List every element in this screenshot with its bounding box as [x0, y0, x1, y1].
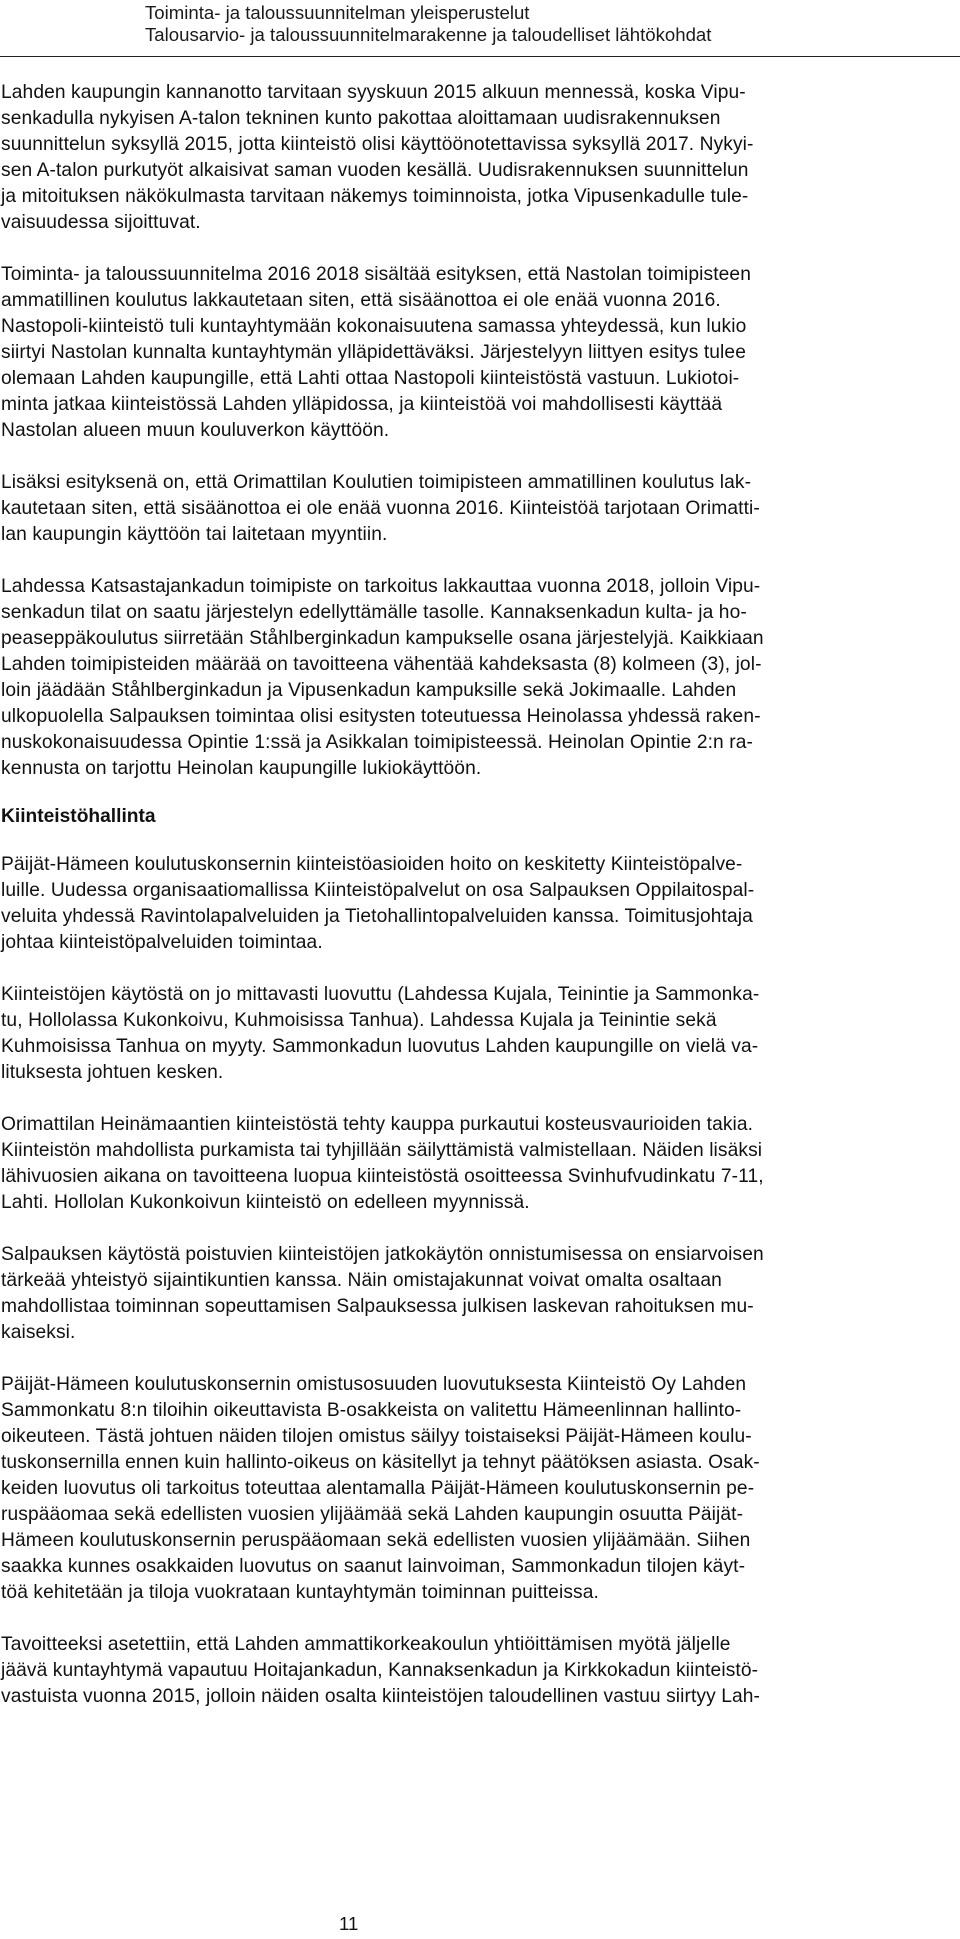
section-heading: Kiinteistöhallinta — [1, 806, 156, 827]
intro-paragraphs — [1, 80, 959, 782]
text-line: ja mitoituksen näkökulmasta tarvitaan näkemys toiminnoista, jotka Vipusenkadulle tule- — [1, 186, 749, 207]
paragraph — [1, 1112, 959, 1216]
text-line: veluita yhdessä Ravintolapalveluiden ja Tietohallintopalveluiden kanssa. Toimitusjohtaja — [1, 906, 753, 927]
text-line: tu, Hollolassa Kukonkoivu, Kuhmoisissa Tanhua). Lahdessa Kujala ja Teinintie sekä — [1, 1010, 717, 1031]
text-line: jäävä kuntayhtymä vapautuu Hoitajankadun, Kannaksenkadun ja Kirkkokadun kiinteistö- — [1, 1660, 759, 1681]
paragraph — [1, 1372, 959, 1606]
text-line: senkadun tilat on saatu järjestelyn edellyttämälle tasolle. Kannaksenkadun kulta- ja ho- — [1, 602, 747, 623]
text-line: Lahden toimipisteiden määrää on tavoitteena vähentää kahdeksasta (8) kolmeen (3), jol- — [1, 654, 762, 675]
text-line: oikeuteen. Tästä johtuen näiden tilojen omistus säilyy toistaiseksi Päijät-Hämeen koulu- — [1, 1426, 752, 1447]
text-line: peaseppäkoulutus siirretään Ståhlberginkadun kampukselle osana järjestelyjä. Kaikkiaan — [1, 628, 764, 649]
text-line: kautetaan siten, että sisäänottoa ei ole enää vuonna 2016. Kiinteistöä tarjotaan Orimatti- — [1, 498, 760, 519]
paragraph — [1, 982, 959, 1086]
text-line: ammatillinen koulutus lakkautetaan siten, että sisäänottoa ei ole enää vuonna 2016. — [1, 290, 721, 311]
text-line: Sammonkatu 8:n tiloihin oikeuttavista B-osakkeista on valitettu Hämeenlinnan hallinto- — [1, 1400, 742, 1421]
text-line: Nastopoli-kiinteistö tuli kuntayhtymään kokonaisuutena samassa yhteydessä, kun lukio — [1, 316, 747, 337]
paragraph — [1, 1632, 959, 1710]
text-line: Päijät-Hämeen koulutuskonsernin kiinteistöasioiden hoito on keskitetty Kiinteistöpalve- — [1, 854, 743, 875]
text-line: suunnittelun syksyllä 2015, jotta kiinteistö olisi käyttöönotettavissa syksyllä 2017. Nykyi- — [1, 134, 754, 155]
paragraph — [1, 1242, 959, 1346]
text-line: Toiminta- ja taloussuunnitelma 2016 2018 sisältää esityksen, että Nastolan toimipisteen — [1, 264, 751, 285]
header-subtitle: Talousarvio- ja taloussuunnitelmarakenne ja taloudelliset lähtökohdat — [145, 24, 712, 45]
text-line: lituksesta johtuen kesken. — [1, 1062, 224, 1083]
header-title: Toiminta- ja taloussuunnitelman yleisperustelut — [145, 2, 530, 23]
text-line: Lahti. Hollolan Kukonkoivun kiinteistö on edelleen myynnissä. — [1, 1192, 530, 1213]
text-line: tärkeää yhteistyö sijaintikuntien kanssa. Näin omistajakunnat voivat omalta osaltaan — [1, 1270, 722, 1291]
paragraph — [1, 80, 959, 236]
text-line: keiden luovutus oli tarkoitus toteuttaa alentamalla Päijät-Hämeen koulutuskonsernin pe- — [1, 1478, 755, 1499]
text-line: ulkopuolella Salpauksen toimintaa olisi esitysten toteutuessa Heinolassa yhdessä raken- — [1, 706, 761, 727]
text-line: Kiinteistöjen käytöstä on jo mittavasti luovuttu (Lahdessa Kujala, Teinintie ja Sammonka- — [1, 984, 760, 1005]
text-line: töä kehitetään ja tiloja vuokrataan kuntayhtymän toiminnan puitteissa. — [1, 1582, 599, 1603]
text-line: Lahden kaupungin kannanotto tarvitaan syyskuun 2015 alkuun mennessä, koska Vipu- — [1, 82, 746, 103]
paragraph — [1, 262, 959, 444]
document-body — [1, 80, 959, 1710]
text-line: johtaa kiinteistöpalveluiden toimintaa. — [1, 932, 323, 953]
text-line: loin jäädään Ståhlberginkadun ja Vipusenkadun kampuksille sekä Jokimaalle. Lahden — [1, 680, 737, 701]
text-line: saakka kunnes osakkaiden luovutus on saanut lainvoiman, Sammonkadun tilojen käyt- — [1, 1556, 746, 1577]
page-number: 11 — [339, 1913, 359, 1934]
text-line: Salpauksen käytöstä poistuvien kiinteistöjen jatkokäytön onnistumisessa on ensiarvoisen — [1, 1244, 764, 1265]
text-line: Päijät-Hämeen koulutuskonsernin omistusosuuden luovutuksesta Kiinteistö Oy Lahden — [1, 1374, 747, 1395]
text-line: tuskonsernilla ennen kuin hallinto-oikeus on käsitellyt ja tehnyt päätöksen asiasta. Osak- — [1, 1452, 760, 1473]
text-line: sen A-talon purkutyöt alkaisivat saman vuoden kesällä. Uudisrakennuksen suunnittelun — [1, 160, 749, 181]
text-line: Orimattilan Heinämaantien kiinteistöstä tehty kauppa purkautui kosteusvaurioiden takia. — [1, 1114, 754, 1135]
text-line: vastuista vuonna 2015, jolloin näiden osalta kiinteistöjen taloudellinen vastuu siirtyy Lah- — [1, 1686, 761, 1707]
paragraph — [1, 574, 959, 782]
text-line: vaisuudessa sijoittuvat. — [1, 212, 201, 233]
text-line: ruspääomaa sekä edellisten vuosien ylijäämää sekä Lahden kaupungin osuutta Päijät- — [1, 1504, 744, 1525]
text-line: olemaan Lahden kaupungille, että Lahti ottaa Nastopoli kiinteistöstä vastuun. Lukiotoi- — [1, 368, 740, 389]
text-line: senkadulla nykyisen A-talon tekninen kunto pakottaa aloittamaan uudisrakennuksen — [1, 108, 721, 129]
paragraph — [1, 470, 959, 548]
text-line: lähivuosien aikana on tavoitteena luopua kiinteistöstä osoitteessa Svinhufvudinkatu 7-11, — [1, 1166, 764, 1187]
text-line: luille. Uudessa organisaatiomallissa Kiinteistöpalvelut on osa Salpauksen Oppilaitospal- — [1, 880, 755, 901]
property-management-paragraphs — [1, 852, 959, 1710]
text-line: Lisäksi esityksenä on, että Orimattilan Koulutien toimipisteen ammatillinen koulutus lak- — [1, 472, 752, 493]
header-divider — [0, 56, 960, 57]
text-line: Lahdessa Katsastajankadun toimipiste on tarkoitus lakkauttaa vuonna 2018, jolloin Vipu- — [1, 576, 761, 597]
text-line: Tavoitteeksi asetettiin, että Lahden ammattikorkeakoulun yhtiöittämisen myötä jäljelle — [1, 1634, 731, 1655]
text-line: lan kaupungin käyttöön tai laitetaan myyntiin. — [1, 524, 388, 545]
page-header — [145, 2, 711, 46]
text-line: siirtyi Nastolan kunnalta kuntayhtymän ylläpidettäväksi. Järjestelyyn liittyen esitys tulee — [1, 342, 746, 363]
text-line: Kuhmoisissa Tanhua on myyty. Sammonkadun luovutus Lahden kaupungille on vielä va- — [1, 1036, 759, 1057]
text-line: kennusta on tarjottu Heinolan kaupungille lukiokäyttöön. — [1, 758, 482, 779]
text-line: mahdollistaa toiminnan sopeuttamisen Salpauksessa julkisen laskevan rahoituksen mu- — [1, 1296, 754, 1317]
text-line: minta jatkaa kiinteistössä Lahden ylläpidossa, ja kiinteistöä voi mahdollisesti käyttää — [1, 394, 723, 415]
text-line: Kiinteistön mahdollista purkamista tai tyhjillään säilyttämistä valmistellaan. Näiden lisäksi — [1, 1140, 763, 1161]
text-line: nuskokonaisuudessa Opintie 1:ssä ja Asikkalan toimipisteessä. Heinolan Opintie 2:n ra- — [1, 732, 753, 753]
text-line: kaiseksi. — [1, 1322, 76, 1343]
text-line: Nastolan alueen muun kouluverkon käyttöön. — [1, 420, 390, 441]
paragraph — [1, 852, 959, 956]
text-line: Hämeen koulutuskonsernin peruspääomaan sekä edellisten vuosien ylijäämään. Siihen — [1, 1530, 751, 1551]
